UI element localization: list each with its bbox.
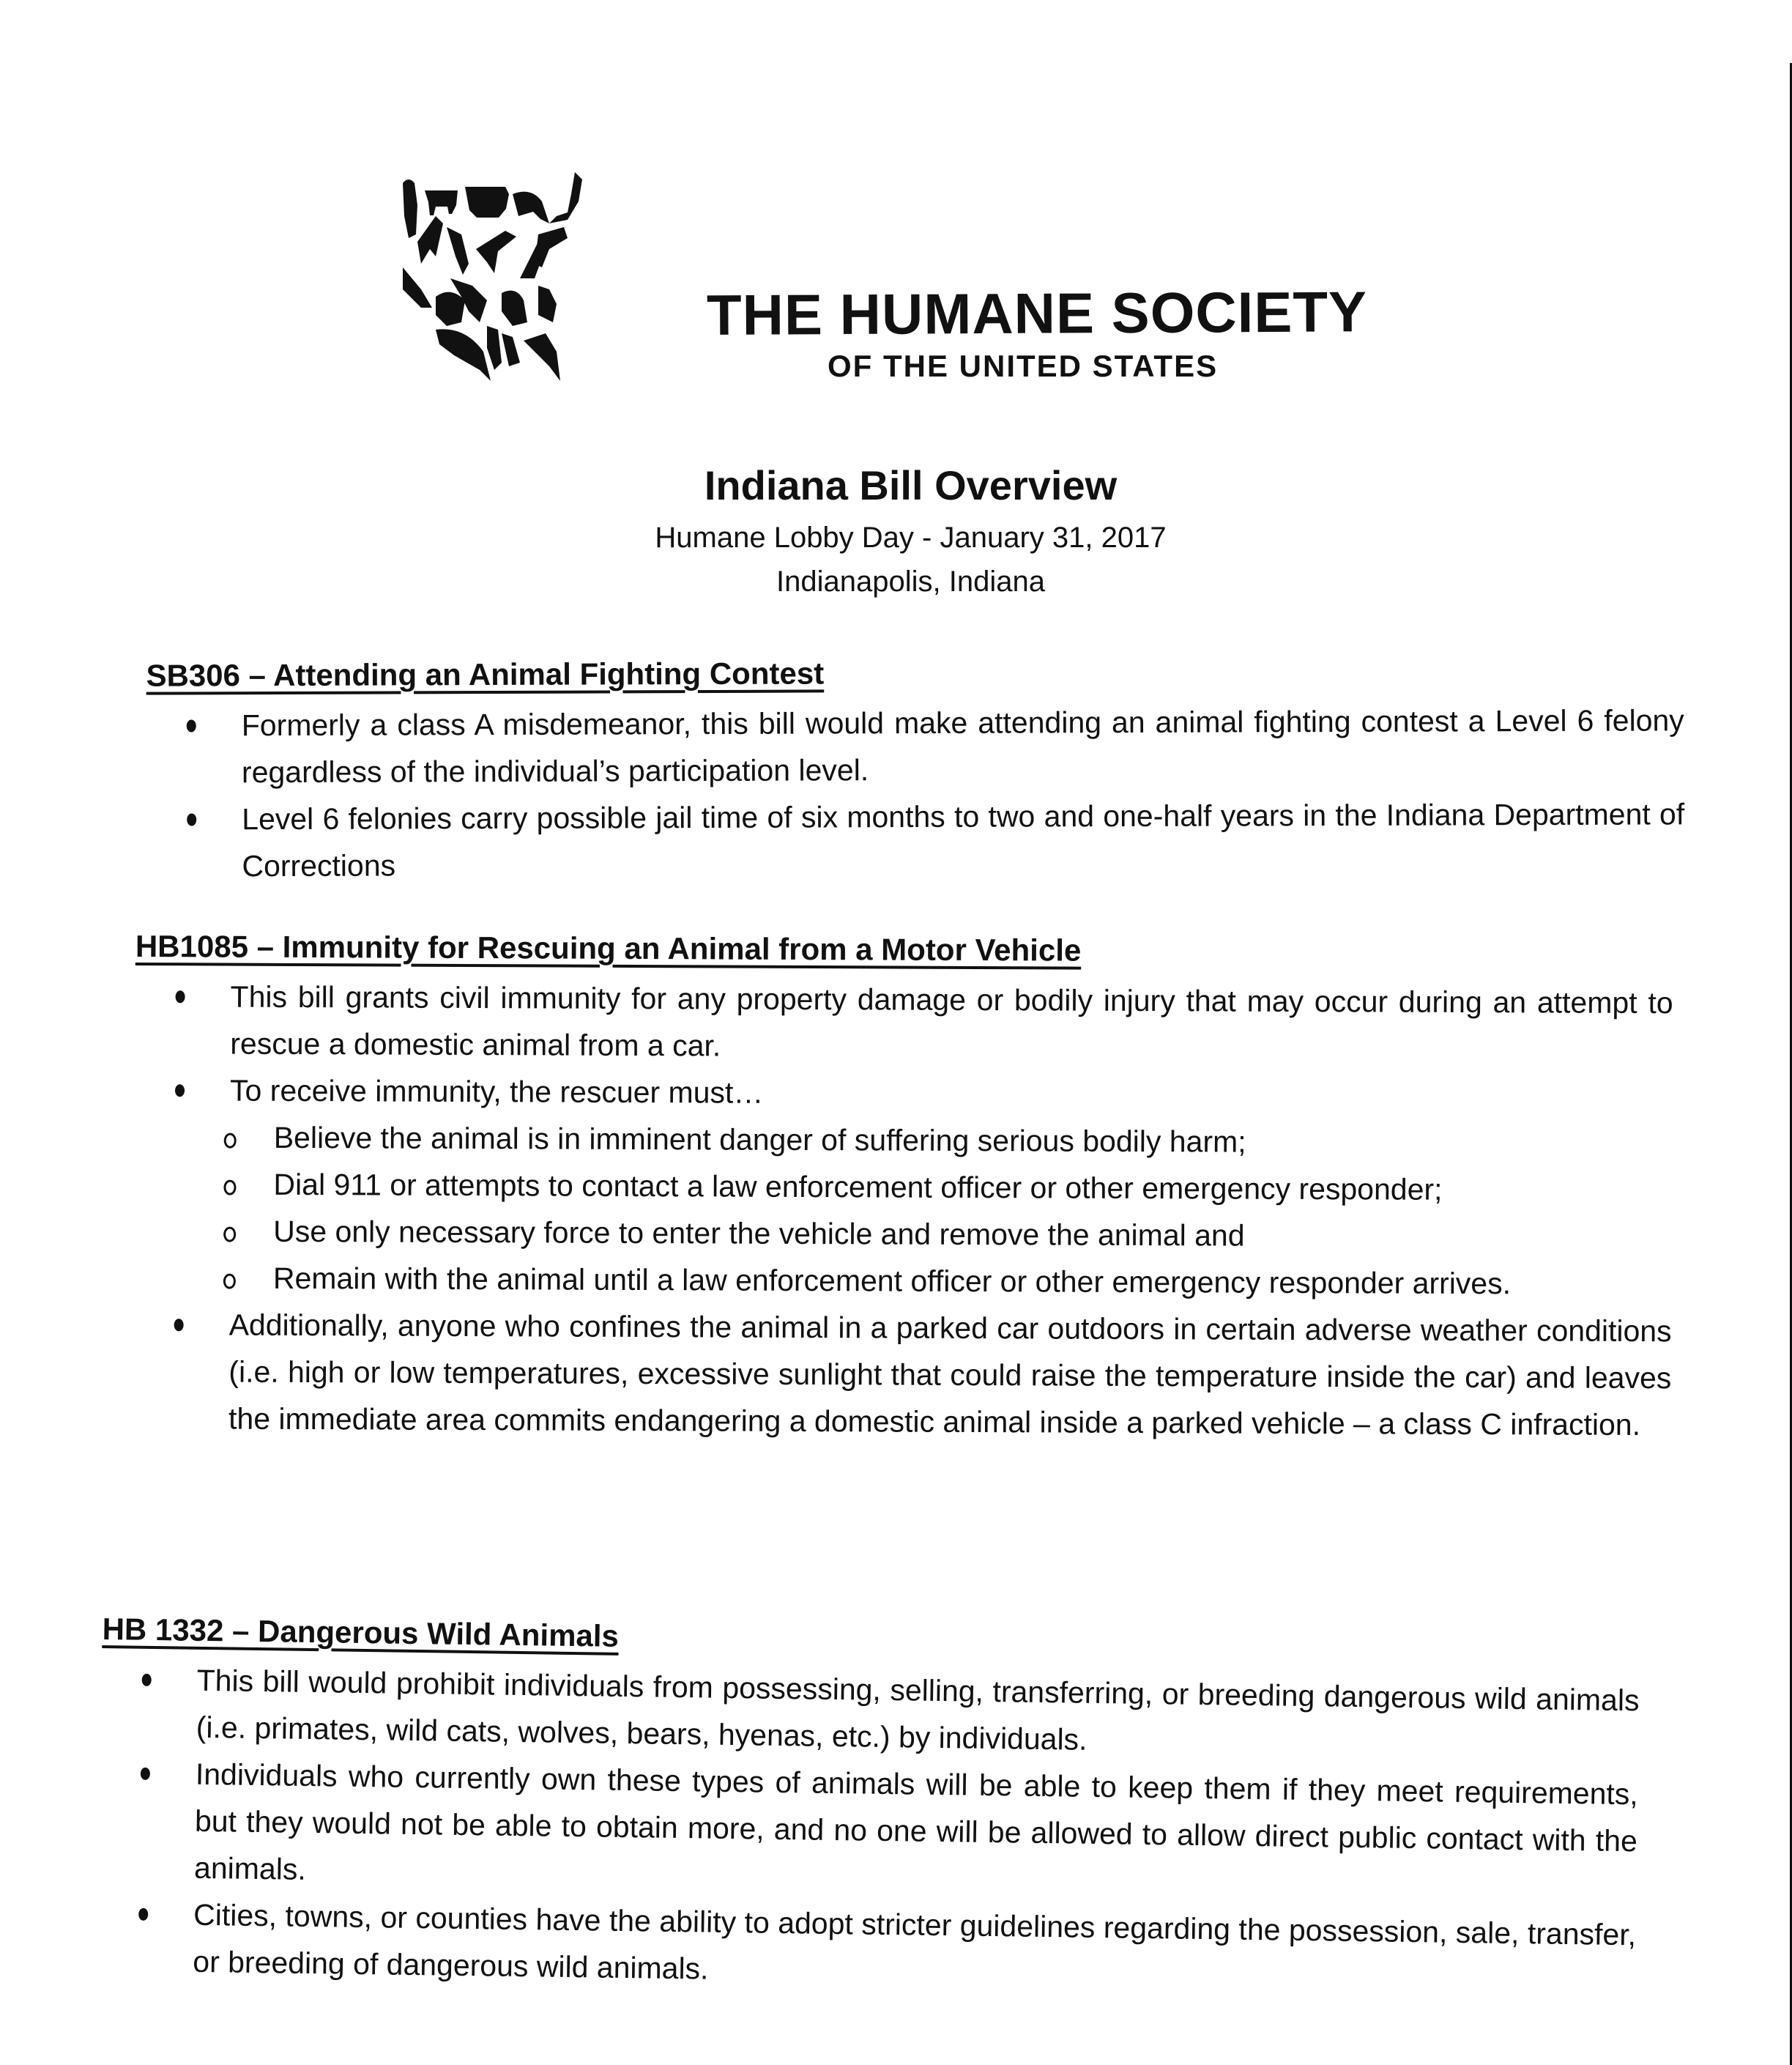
hollow-bullet-icon xyxy=(223,1227,236,1242)
section-heading: SB306 – Attending an Animal Fighting Contest xyxy=(146,656,825,693)
bullet-text: This bill grants civil immunity for any property damage or bodily injury that may occur during an attempt to rescue a domestic animal from a car. xyxy=(230,979,1673,1063)
bullet-icon xyxy=(138,1908,148,1921)
list-item xyxy=(99,1749,1638,1911)
section-heading: HB 1332 – Dangerous Wild Animals xyxy=(102,1612,620,1653)
bullet-icon xyxy=(187,813,196,826)
sub-bullet-text: Believe the animal is in imminent danger of suffering serious bodily harm; xyxy=(273,1120,1246,1159)
bullet-list xyxy=(133,973,1673,1448)
bullet-text: Formerly a class A misdemeanor, this bill would make attending an animal fighting contest a Level 6 felony regardless of the individual’s participation level. xyxy=(241,703,1684,790)
bullet-text: Individuals who currently own these types of animals will be able to keep them if they meet requirements, but they would not be able to obtain more, and no one will be allowed to allow direct public contact with the animals. xyxy=(193,1757,1639,1886)
animal-silhouettes-logo-icon xyxy=(395,168,740,388)
sub-bullet-text: Dial 911 or attempts to contact a law enforcement officer or other emergency responder; xyxy=(273,1167,1443,1206)
bullet-icon xyxy=(174,1319,184,1331)
section-sb306 xyxy=(146,653,1684,889)
sub-list-item xyxy=(134,1207,1672,1261)
bullet-icon xyxy=(187,719,196,732)
org-name: THE HUMANE SOCIETY xyxy=(706,279,1368,347)
section-heading: HB1085 – Immunity for Rescuing an Animal from a Motor Vehicle xyxy=(135,929,1082,968)
event-subtitle: Humane Lobby Day - January 31, 2017 xyxy=(655,522,1167,554)
bullet-text: Level 6 felonies carry possible jail time of six months to two and one-half years in the Indiana Department of Corrections xyxy=(242,797,1685,883)
org-subtitle: OF THE UNITED STATES xyxy=(828,349,1219,383)
list-item xyxy=(146,790,1684,889)
bullet-text: To receive immunity, the rescuer must… xyxy=(229,1073,764,1110)
sub-bullet-text: Remain with the animal until a law enforcement officer or other emergency responder arrives. xyxy=(272,1261,1512,1301)
event-location: Indianapolis, Indiana xyxy=(776,566,1045,598)
bullet-icon xyxy=(141,1768,150,1780)
section-hb1085 xyxy=(133,929,1673,1448)
hollow-bullet-icon xyxy=(224,1133,237,1149)
sub-list-item xyxy=(135,1113,1673,1167)
hollow-bullet-icon xyxy=(223,1274,236,1289)
sub-list-item xyxy=(134,1254,1672,1308)
page-title: Indiana Bill Overview xyxy=(704,462,1118,508)
bullet-icon xyxy=(176,990,185,1003)
section-hb1332 xyxy=(97,1612,1640,2005)
list-item xyxy=(135,1067,1673,1120)
list-item xyxy=(146,697,1684,796)
bullet-list xyxy=(146,697,1685,889)
bullet-list xyxy=(97,1656,1640,2005)
sub-bullet-text: Use only necessary force to enter the vehicle and remove the animal and xyxy=(273,1214,1245,1253)
list-item xyxy=(135,973,1673,1073)
hollow-bullet-icon xyxy=(223,1180,236,1195)
sub-list-item xyxy=(134,1160,1672,1214)
bullet-icon xyxy=(142,1674,152,1686)
bullet-text: Additionally, anyone who confines the animal in a parked car outdoors in certain adverse weather conditions (i.e. high or low temperatures, excessive sunlight that could raise the temperature inside the car) and leaves the immediate area commits endangering a domestic animal inside a parked vehicle – a class C infraction. xyxy=(228,1308,1672,1442)
bullet-text: Cities, towns, or counties have the ability to adopt stricter guidelines regarding the possession, sale, transfer, or breeding of dangerous wild animals. xyxy=(193,1897,1637,1986)
bullet-icon xyxy=(175,1084,185,1097)
list-item xyxy=(133,1301,1672,1448)
bullet-text: This bill would prohibit individuals from possessing, selling, transferring, or breeding dangerous wild animals (i.e. primates, wild cats, wolves, bears, hyenas, etc.) by individuals. xyxy=(196,1663,1640,1757)
